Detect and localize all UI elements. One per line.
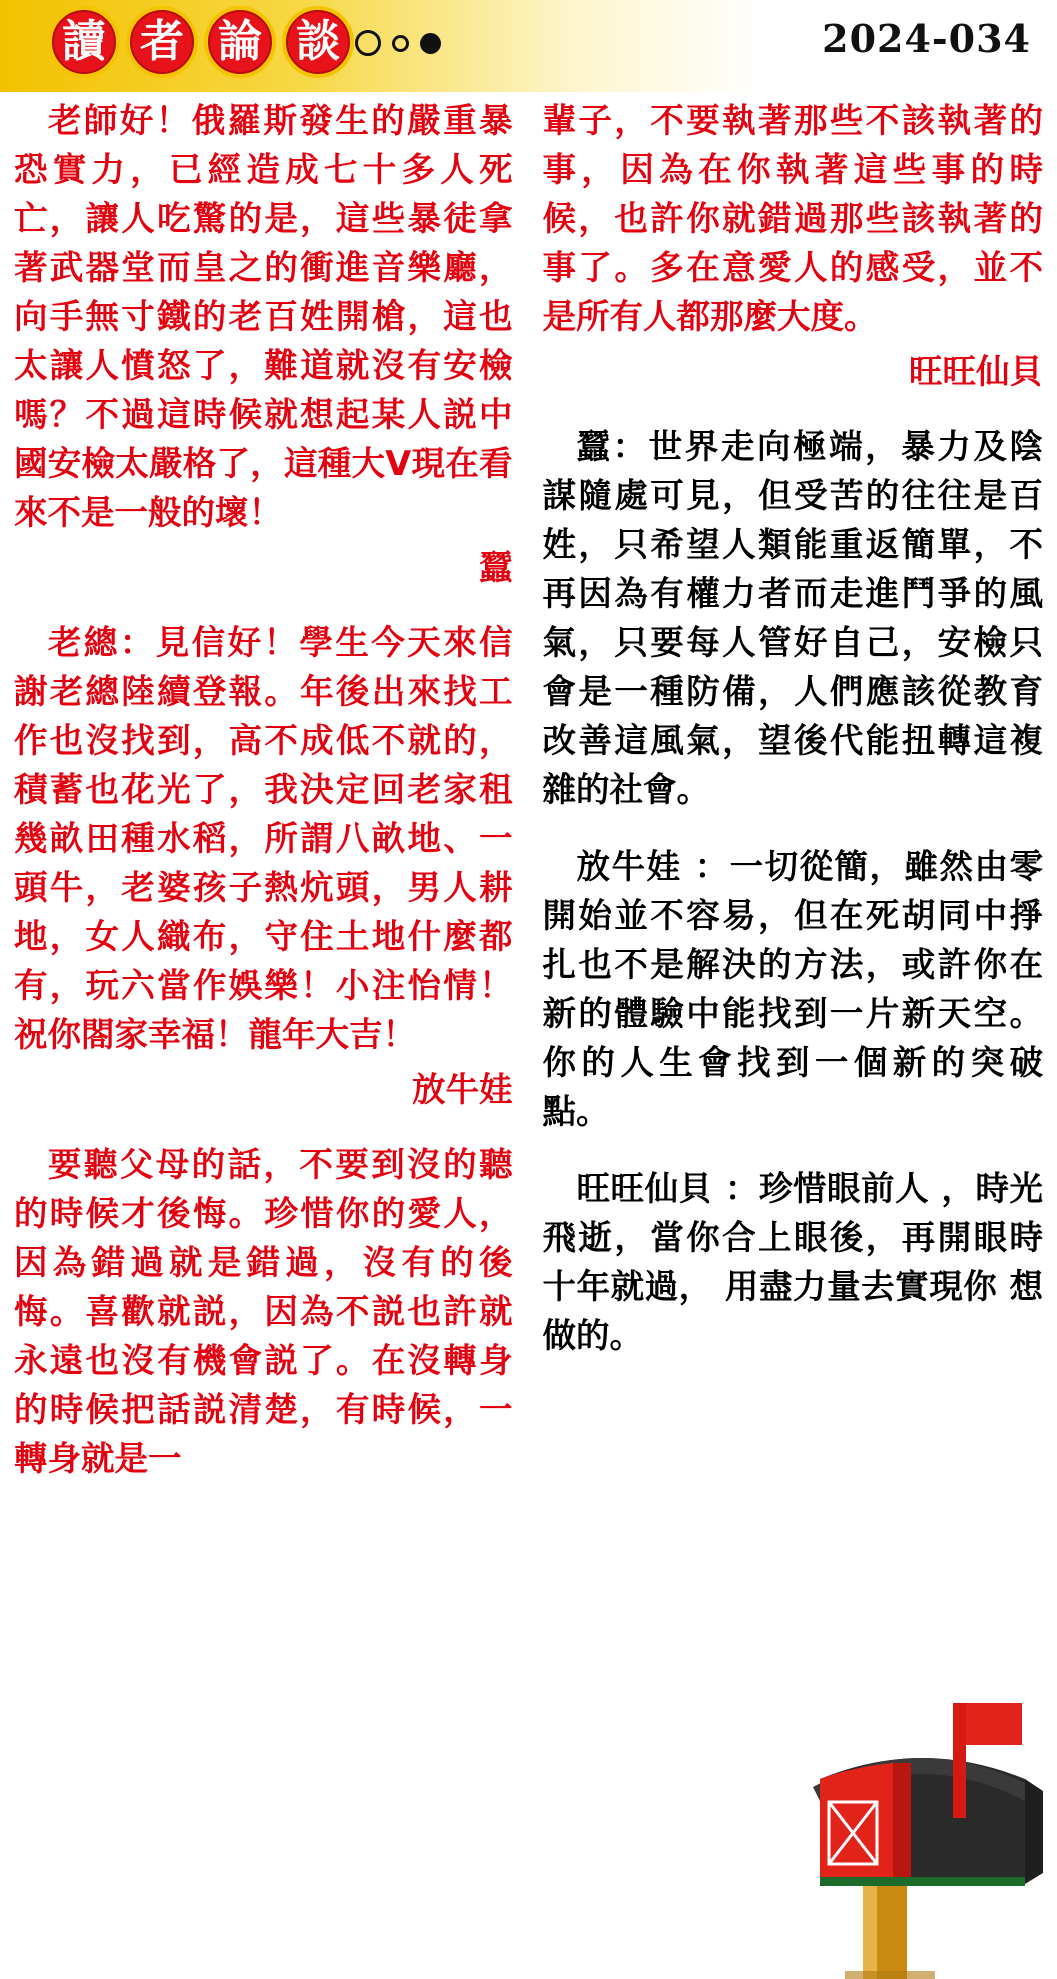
letter-3-signature: 旺旺仙貝 <box>909 352 1043 391</box>
column-right <box>529 96 1044 1511</box>
column-left <box>14 96 529 1511</box>
letter-3-continuation-text: 輩子，不要執著那些不該執著的事，因為在你執著這些事的時候，也許你就錯過那些該執著的事了。多在意愛人的感受，並不是所有人都那麼大度。 <box>542 101 1043 336</box>
letter-2-text: 老總：見信好！學生今天來信謝老總陸續登報。年後出來找工作也沒找到，高不成低不就的，積蓄也花光了，我決定回老家租幾畝田種水稻，所謂八畝地、一頭牛，老婆孩子熱炕頭，男人耕地，女人織布，守住土地什麼都有，玩六當作娛樂！小注怡情！祝你閤家幸福！龍年大吉！ <box>14 623 513 1054</box>
circle-outline-small-icon <box>392 35 409 52</box>
masthead-logo <box>48 6 354 78</box>
decorative-dots <box>355 30 441 56</box>
letter-2-signature: 放牛娃 <box>412 1070 513 1109</box>
letter-1-signature: 蠶 <box>479 548 513 587</box>
reply-1-text: 蠶：世界走向極端，暴力及陰謀隨處可見，但受苦的往往是百姓，只希望人類能重返簡單，不再因為有權力者而走進鬥爭的風氣，只要每人管好自己，安檢只會是一種防備，人們應該從教育改善這風氣，望後代能扭轉這複雜的社會。 <box>542 427 1043 809</box>
page-header <box>0 0 1057 92</box>
masthead-char-2: 者 <box>126 6 198 78</box>
reply-3-text: 旺旺仙貝 ：珍惜眼前人 ，時光飛逝，當你合上眼後，再開眼時十年就過， 用盡力量去實現你 想 做的。 <box>542 1169 1043 1355</box>
masthead-char-3: 論 <box>204 6 276 78</box>
masthead-char-4: 談 <box>282 6 354 78</box>
masthead-char-1: 讀 <box>48 6 120 78</box>
article-body <box>0 92 1057 1511</box>
red-mailbox-illustration <box>725 1659 1055 1979</box>
circle-filled-icon <box>420 33 441 54</box>
reply-2-text: 放牛娃 ：一切從簡，雖然由零開始並不容易，但在死胡同中掙扎也不是解決的方法，或許你在新的體驗中能找到一片新天空。你的人生會找到一個新的突破點。 <box>542 847 1043 1131</box>
issue-number: 2024-034 <box>822 16 1031 61</box>
circle-outline-large-icon <box>355 30 381 56</box>
letter-3-text: 要聽父母的話，不要到沒的聽的時候才後悔。珍惜你的愛人，因為錯過就是錯過，沒有的後悔。喜歡就説，因為不説也許就永遠也沒有機會説了。在沒轉身的時候把話説清楚，有時候，一轉身就是一 <box>14 1145 513 1478</box>
letter-1-text: 老師好！俄羅斯發生的嚴重暴恐實力，已經造成七十多人死亡，讓人吃驚的是，這些暴徒拿著武器堂而皇之的衝進音樂廳，向手無寸鐵的老百姓開槍，這也太讓人憤怒了，難道就沒有安檢嗎？不過這時候就想起某人説中國安檢太嚴格了，這種大V現在看來不是一般的壞！ <box>14 101 513 532</box>
